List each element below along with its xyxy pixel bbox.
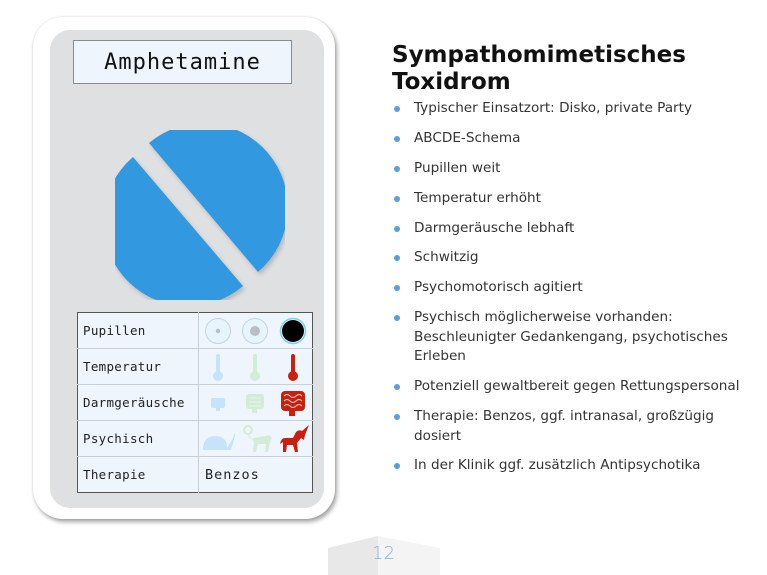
pill-icon bbox=[115, 130, 285, 300]
list-item: Potenziell gewaltbereit gegen Rettungspersonal bbox=[392, 377, 752, 397]
list-item: ABCDE-Schema bbox=[392, 129, 752, 149]
row-label: Pupillen bbox=[78, 313, 199, 349]
list-item: Pupillen weit bbox=[392, 159, 752, 179]
bullet-icon bbox=[394, 315, 400, 321]
list-item: Typischer Einsatzort: Disko, private Party bbox=[392, 99, 752, 119]
bullet-icon bbox=[394, 384, 400, 390]
snail-icon bbox=[201, 426, 237, 452]
table-row bbox=[78, 349, 313, 385]
list-item: Psychomotorisch agitiert bbox=[392, 278, 752, 298]
page-number: 12 bbox=[372, 543, 395, 564]
bullet-icon bbox=[394, 226, 400, 232]
bullet-icon bbox=[394, 463, 400, 469]
thermometer-high-icon bbox=[286, 352, 300, 382]
monkey-icon bbox=[240, 424, 274, 454]
table-row bbox=[78, 457, 313, 493]
bullet-icon bbox=[394, 196, 400, 202]
therapy-value: Benzos bbox=[199, 457, 313, 493]
table-row bbox=[78, 421, 313, 457]
row-label: Therapie bbox=[78, 457, 199, 493]
row-label: Darmgeräusche bbox=[78, 385, 199, 421]
table-row bbox=[78, 313, 313, 349]
bullet-icon bbox=[394, 106, 400, 112]
row-label: Temperatur bbox=[78, 349, 199, 385]
list-item: Therapie: Benzos, ggf. intranasal, großzügig dosiert bbox=[392, 407, 752, 446]
slide-title: Sympathomimetisches Toxidrom bbox=[392, 42, 686, 95]
intestine-quiet-icon bbox=[203, 388, 233, 418]
pupil-small-icon bbox=[204, 317, 232, 345]
row-label: Psychisch bbox=[78, 421, 199, 457]
symptom-table bbox=[77, 312, 313, 493]
bullet-icon bbox=[394, 166, 400, 172]
table-row bbox=[78, 385, 313, 421]
list-item: Temperatur erhöht bbox=[392, 189, 752, 209]
drug-card-title: Amphetamine bbox=[73, 40, 292, 84]
bullet-icon bbox=[394, 136, 400, 142]
intestine-active-icon bbox=[278, 388, 308, 418]
list-item: Psychisch möglicherweise vorhanden: Beschleunigter Gedankengang, psychotisches Erleben bbox=[392, 308, 752, 367]
thermometer-low-icon bbox=[211, 352, 225, 382]
list-item: Schwitzig bbox=[392, 248, 752, 268]
bullet-list bbox=[392, 99, 752, 486]
unicorn-icon bbox=[277, 424, 311, 454]
list-item: Darmgeräusche lebhaft bbox=[392, 219, 752, 239]
pupil-medium-icon bbox=[241, 317, 269, 345]
bullet-icon bbox=[394, 255, 400, 261]
thermometer-normal-icon bbox=[248, 352, 262, 382]
list-item: In der Klinik ggf. zusätzlich Antipsychotika bbox=[392, 456, 752, 476]
bullet-icon bbox=[394, 414, 400, 420]
pupil-wide-icon bbox=[279, 317, 307, 345]
intestine-normal-icon bbox=[240, 388, 270, 418]
bullet-icon bbox=[394, 285, 400, 291]
